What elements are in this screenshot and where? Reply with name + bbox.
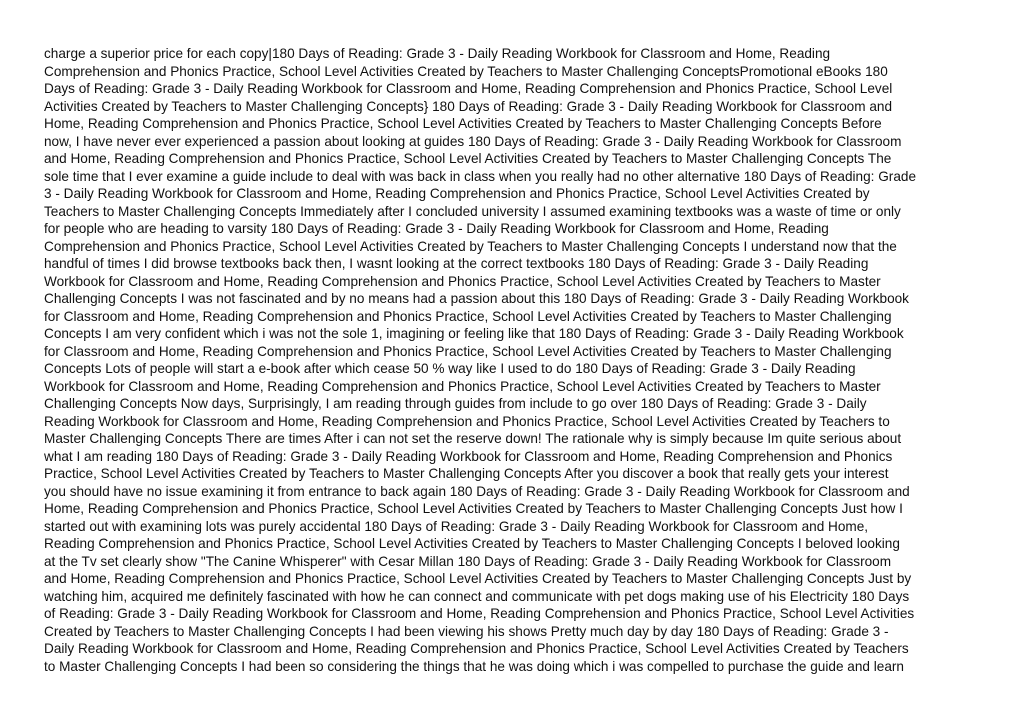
text-line: now, I have never ever experienced a passion about looking at guides 180 Days of Reading: Grade 3 - Daily Reading Workbook for Classroom [44,133,902,149]
text-line: Master Challenging Concepts There are times After i can not set the reserve down! The rationale why is simply because Im quite serious about [44,431,902,446]
text-line: Workbook for Classroom and Home, Reading Comprehension and Phonics Practice, School Level Activities Created by Teachers to Master [44,273,881,289]
text-line: Reading Workbook for Classroom and Home, Reading Comprehension and Phonics Practice, School Level Activities Created by Teachers to [44,413,890,429]
text-line: Challenging Concepts I was not fascinated and by no means had a passion about this 180 Days of Reading: Grade 3 - Daily Reading Workbook [44,291,909,306]
text-line: Teachers to Master Challenging Concepts Immediately after I concluded university I assumed examining textbooks was a waste of time or only [44,203,901,219]
text-line: sole time that I ever examine a guide include to deal with was back in class when you really had no other alternative 180 Days of Reading: Grade [44,168,917,184]
text-line: what I am reading 180 Days of Reading: Grade 3 - Daily Reading Workbook for Classroom and Home, Reading Comprehension and Phonics [44,448,893,464]
text-line: Activities Created by Teachers to Master Challenging Concepts} 180 Days of Reading: Grade 3 - Daily Reading Workbook for Classroom and [44,98,893,114]
text-line: started out with examining lots was purely accidental 180 Days of Reading: Grade 3 - Daily Reading Workbook for Classroom and Home, [44,518,869,534]
text-line: for people who are heading to varsity 180 Days of Reading: Grade 3 - Daily Reading Workbook for Classroom and Home, Reading [44,221,829,236]
text-line: Home, Reading Comprehension and Phonics Practice, School Level Activities Created by Teachers to Master Challenging Concepts Just how I [44,501,903,516]
text-line: handful of times I did browse textbooks back then, I wasnt looking at the correct textbooks 180 Days of Reading: Grade 3 - Daily Reading [44,256,869,271]
text-line: Created by Teachers to Master Challenging Concepts I had been viewing his shows Pretty much day by day 180 Days of Reading: Grade 3 - [44,623,889,639]
text-line: to Master Challenging Concepts I had been so considering the things that he was doing which i was compelled to purchase the guide and learn [44,658,904,674]
text-line: Daily Reading Workbook for Classroom and Home, Reading Comprehension and Phonics Practice, School Level Activities Created by Teachers [44,641,909,656]
text-line: Challenging Concepts Now days, Surprisingly, I am reading through guides from include to go over 180 Days of Reading: Grade 3 - Daily [44,396,867,411]
text-line: Concepts Lots of people will start a e-book after which cease 50 % way like I used to do 180 Days of Reading: Grade 3 - Daily Reading [44,361,856,376]
text-line: Reading Comprehension and Phonics Practice, School Level Activities Created by Teachers to Master Challenging Concepts I beloved looking [44,536,900,551]
text-line: Home, Reading Comprehension and Phonics Practice, School Level Activities Created by Teachers to Master Challenging Concepts Before [44,116,882,131]
text-line: and Home, Reading Comprehension and Phonics Practice, School Level Activities Created by Teachers to Master Challenging Concepts Just by [44,571,912,586]
document-body [44,45,980,685]
text-line: for Classroom and Home, Reading Comprehension and Phonics Practice, School Level Activities Created by Teachers to Master Challenging [44,308,892,324]
text-line: you should have no issue examining it from entrance to back again 180 Days of Reading: Grade 3 - Daily Reading Workbook for Classroom and [44,483,910,499]
text-line: Workbook for Classroom and Home, Reading Comprehension and Phonics Practice, School Level Activities Created by Teachers to Master [44,378,881,394]
text-line: Practice, School Level Activities Created by Teachers to Master Challenging Concepts After you discover a book that really gets your interest [44,466,889,481]
text-line: Concepts I am very confident which i was not the sole 1, imagining or feeling like that 180 Days of Reading: Grade 3 - Daily Reading Workbook [44,326,904,341]
text-line: watching him, acquired me definitely fascinated with how he can connect and communicate with pet dogs making use of his Electricity 180 Days [44,588,910,604]
text-line: at the Tv set clearly show "The Canine Whisperer" with Cesar Millan 180 Days of Reading: Grade 3 - Daily Reading Workbook for Classroom [44,553,892,569]
text-line: Comprehension and Phonics Practice, School Level Activities Created by Teachers to Master Challenging Concepts I understand now that the [44,238,897,254]
text-line: and Home, Reading Comprehension and Phonics Practice, School Level Activities Created by Teachers to Master Challenging Concepts The [44,151,892,166]
text-line: Days of Reading: Grade 3 - Daily Reading Workbook for Classroom and Home, Reading Comprehension and Phonics Practice, School Level [44,81,893,96]
text-line: charge a superior price for each copy|180 Days of Reading: Grade 3 - Daily Reading Workbook for Classroom and Home, Reading [44,46,831,61]
text-line: of Reading: Grade 3 - Daily Reading Workbook for Classroom and Home, Reading Comprehension and Phonics Practice, School Level Activities [44,606,915,621]
text-line: for Classroom and Home, Reading Comprehension and Phonics Practice, School Level Activities Created by Teachers to Master Challenging [44,343,892,359]
text-line: 3 - Daily Reading Workbook for Classroom and Home, Reading Comprehension and Phonics Practice, School Level Activities Created by [44,186,870,201]
text-line: Comprehension and Phonics Practice, School Level Activities Created by Teachers to Master Challenging ConceptsPromotional eBooks 180 [44,63,888,79]
